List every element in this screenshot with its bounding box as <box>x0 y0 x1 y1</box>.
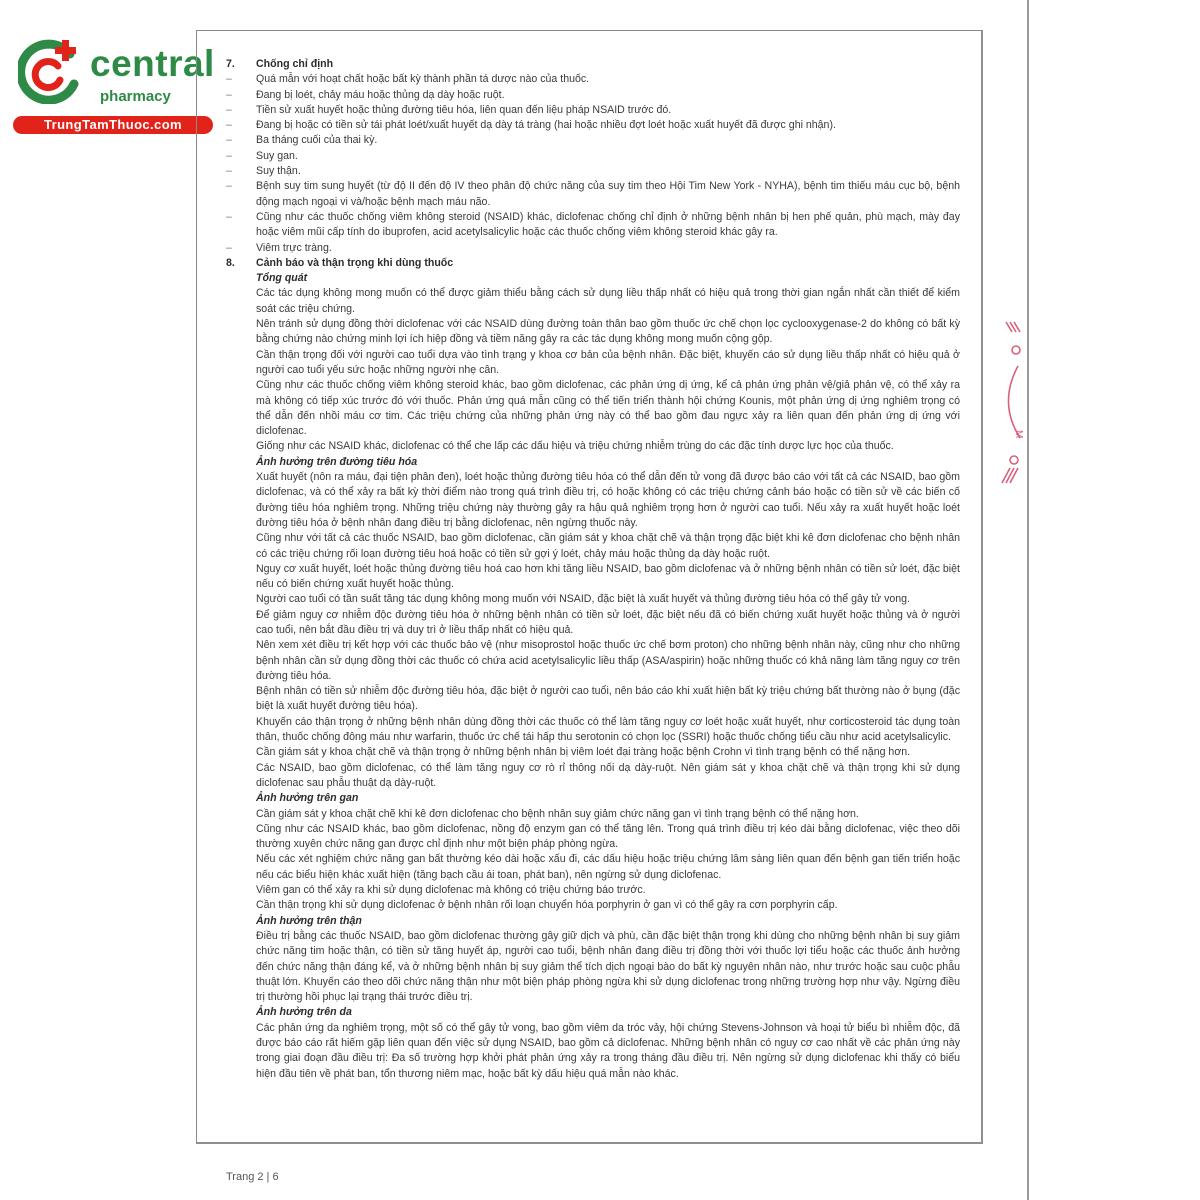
paragraph: Cần giám sát y khoa chặt chẽ và thận trọng ở những bệnh nhân bị viêm loét đại tràng hoặc bệnh Crohn vì tình trạng bệnh có thể nặng hơn. <box>256 746 911 759</box>
dash-bullet: – <box>226 119 232 132</box>
contraindication-list <box>226 72 960 256</box>
contraindication-item <box>226 149 960 164</box>
item-text: Suy thận. <box>256 165 301 178</box>
paragraph: Các NSAID, bao gồm diclofenac, có thể làm tăng nguy cơ rò rỉ thông nối dạ dày-ruột. Nên giám sát y khoa chặt chẽ và thận trọng khi sử dụng diclofenac sau phẫu thuật dạ dày-ruột. <box>256 761 960 789</box>
paragraph: Cần thận trọng khi sử dụng diclofenac ở bệnh nhân rối loạn chuyển hóa porphyrin ở gan vì có thể gây ra cơn porphyrin cấp. <box>256 899 838 912</box>
paragraph: Nên xem xét điều trị kết hợp với các thuốc bảo vệ (như misoprostol hoặc thuốc ức chế bơm proton) cho những bệnh nhân này, cũng như cho những bệnh nhân cần sử dụng đồng thời các thuốc có chứa acid acetylsalicylic liều thấp (ASA/aspirin) hoặc những thuốc có khả năng làm tăng nguy cơ trên đường tiêu hóa. <box>256 639 960 682</box>
paragraph: Nên tránh sử dụng đồng thời diclofenac với các NSAID dùng đường toàn thân bao gồm thuốc ức chế chọn lọc cyclooxygenase-2 do không có bất kỳ bằng chứng nào chứng minh lợi ích hiệp đồng và tiềm năng gây ra các tác dụng không mong muốn cộng gộp. <box>256 318 960 346</box>
subsection-heading: Tổng quát <box>256 272 308 285</box>
subsection-heading: Ảnh hưởng trên đường tiêu hóa <box>256 455 418 468</box>
contraindication-item <box>226 241 960 256</box>
contraindication-item <box>226 210 960 241</box>
item-text: Đang bị loét, chảy máu hoặc thủng dạ dày hoặc ruột. <box>256 88 505 101</box>
item-text: Tiền sử xuất huyết hoặc thủng đường tiêu hóa, liên quan đến liệu pháp NSAID trước đó. <box>256 103 672 116</box>
subsection-heading: Ảnh hưởng trên gan <box>256 792 359 805</box>
paragraph: Khuyến cáo thận trọng ở những bệnh nhân dùng đồng thời các thuốc có thể làm tăng nguy cơ loét hoặc xuất huyết, như corticosteroid tác dụng toàn thân, thuốc chống đông máu như warfarin, thuốc ức chế tái hấp thu serotonin có chọn lọc (SSRI) hoặc thuốc chống tiểu cầu như acid acetylsalicylic. <box>256 715 960 744</box>
subsection-heading: Ảnh hưởng trên da <box>256 1006 352 1019</box>
section-7-heading <box>226 57 960 72</box>
paragraph: Bệnh nhân có tiền sử nhiễm độc đường tiêu hóa, đặc biệt ở người cao tuổi, nên báo cáo khi xuất hiện bất kỳ triệu chứng bất thường nào ở bụng (đặc biệt là xuất huyết đường tiêu hóa). <box>256 685 960 713</box>
paragraph: Nếu các xét nghiệm chức năng gan bất thường kéo dài hoặc xấu đi, các dấu hiệu hoặc triệu chứng lâm sàng liên quan đến bệnh gan tiến triển hoặc nếu các biểu hiện khác xuất hiện (tăng bạch cầu ái toan, phát ban), nên ngừng sử dụng diclofenac. <box>256 853 960 881</box>
brand-subtitle: pharmacy <box>100 88 171 105</box>
section-number: 8. <box>226 256 235 269</box>
section-title: Cảnh báo và thận trọng khi dùng thuốc <box>256 256 454 269</box>
dash-bullet: – <box>226 134 232 147</box>
paragraph: Xuất huyết (nôn ra máu, đại tiện phân đen), loét hoặc thủng đường tiêu hóa có thể dẫn đến tử vong đã được báo cáo với tất cả các NSAID, bao gồm diclofenac, và có thể xảy ra bất kỳ thời điểm nào trong quá trình điều trị, có hoặc không có các triệu chứng cảnh báo hoặc có tiền sử về các biến cố đường tiêu hóa nghiêm trọng. Những triệu chứng này thường gây ra hậu quả nghiêm trọng hơn ở người cao tuổi. Nếu xảy ra xuất huyết hoặc loét đường tiêu hóa ở bệnh nhân đang điều trị bằng diclofenac, nên ngừng thuốc này. <box>256 471 960 529</box>
paragraph: Cần thận trọng đối với người cao tuổi dựa vào tình trạng y khoa cơ bản của bệnh nhân. Đặc biệt, khuyến cáo sử dụng liều thấp nhất có hiệu quả ở người cao tuổi yếu sức hoặc những người nhẹ cân. <box>256 348 960 376</box>
paragraph: Nguy cơ xuất huyết, loét hoặc thủng đường tiêu hoá cao hơn khi tăng liều NSAID, bao gồm diclofenac và ở những bệnh nhân có tiền sử loét, đặc biệt nếu có biến chứng xuất huyết hoặc thủng. <box>256 562 960 591</box>
paragraph: Để giảm nguy cơ nhiễm độc đường tiêu hóa ở những bệnh nhân có tiền sử loét, đặc biệt nếu đã có biến chứng xuất huyết hoặc thủng và ở người cao tuổi, nên bắt đầu điều trị và duy trì ở liều thấp nhất có hiệu quả. <box>256 608 960 636</box>
paragraph: Cũng như với tất cả các thuốc NSAID, bao gồm diclofenac, cần giám sát y khoa chặt chẽ và thận trọng đặc biệt khi kê đơn diclofenac cho bệnh nhân có các triệu chứng rối loạn đường tiêu hoá hoặc có tiền sử gợi ý loét, chảy máu hoặc thủng dạ dày hoặc ruột. <box>256 532 960 560</box>
subsection-heading: Ảnh hưởng trên thận <box>256 914 362 927</box>
contraindication-item <box>226 133 960 148</box>
document-body <box>226 57 960 1082</box>
page-number: Trang 2 | 6 <box>226 1171 279 1183</box>
contraindication-item <box>226 72 960 87</box>
item-text: Đang bị hoặc có tiền sử tái phát loét/xuất huyết dạ dày tá tràng (hai hoặc nhiều đợt loét hoặc xuất huyết đã được ghi nhận). <box>256 119 836 132</box>
brand-name: central <box>90 43 215 84</box>
dash-bullet: – <box>226 103 232 116</box>
paragraph: Cũng như các NSAID khác, bao gồm diclofenac, nồng độ enzym gan có thể tăng lên. Trong quá trình điều trị kéo dài bằng diclofenac, việc theo dõi thường xuyên chức năng gan được chỉ định như một biện pháp phòng ngừa. <box>256 822 960 851</box>
section-title: Chống chỉ định <box>256 58 334 70</box>
item-text: Bệnh suy tim sung huyết (từ độ II đến độ IV theo phân độ chức năng của suy tim theo Hội Tim New York - NYHA), bệnh tim thiếu máu cục bộ, bệnh động mạch ngoại vi và/hoặc bệnh mạch máu não. <box>256 180 960 208</box>
contraindication-item <box>226 164 960 179</box>
svg-text:M: M <box>1013 430 1024 439</box>
paragraph: Điều trị bằng các thuốc NSAID, bao gồm diclofenac thường gây giữ dịch và phù, cần đặc biệt thận trọng khi dùng cho những bệnh nhân bị suy giảm chức năng tim hoặc thận, có tiền sử tăng huyết áp, người cao tuổi, bệnh nhân đang điều trị đồng thời với thuốc lợi tiểu hoặc các thuốc ảnh hưởng đến chức năng thận đáng kể, và ở những bệnh nhân bị suy giảm thể tích dịch ngoại bào do bất kỳ nguyên nhân nào, như trước hoặc sau cuộc phẫu thuật lớn. Khuyến cáo theo dõi chức năng thận như một biện pháp phòng ngừa khi sử dụng diclofenac trong những trường hợp như vậy. Ngừng điều trị thường hồi phục lại trạng thái trước điều trị. <box>256 929 960 1004</box>
paragraph: Giống như các NSAID khác, diclofenac có thể che lấp các dấu hiệu và triệu chứng nhiễm trùng do các đặc tính dược lực học của thuốc. <box>256 440 894 453</box>
contraindication-item <box>226 103 960 118</box>
website-banner[interactable]: TrungTamThuoc.com <box>13 116 213 134</box>
page-edge-line <box>1027 0 1029 1200</box>
item-text: Viêm trực tràng. <box>256 241 332 254</box>
contraindication-item <box>226 118 960 133</box>
item-text: Quá mẫn với hoạt chất hoặc bất kỳ thành phần tá dược nào của thuốc. <box>256 73 590 86</box>
section-8-heading <box>226 256 960 271</box>
section-number: 7. <box>226 58 235 70</box>
central-pharmacy-logo <box>10 38 215 138</box>
dash-bullet: – <box>226 210 232 223</box>
paragraph: Các phản ứng da nghiêm trọng, một số có thể gây tử vong, bao gồm viêm da tróc vảy, hội chứng Stevens-Johnson và hoại tử biểu bì nhiễm độc, đã được báo cáo rất hiếm gặp liên quan đến việc sử dụng NSAID, bao gồm cả diclofenac. Những bệnh nhân có nguy cơ cao nhất về các phản ứng này trong giai đoạn đầu điều trị: Đa số trường hợp khởi phát phản ứng xảy ra trong tháng đầu điều trị. Nên ngừng sử dụng diclofenac khi thấy có biểu hiện đầu tiên về phát ban, tổn thương niêm mạc, hoặc bất kỳ dấu hiệu quá mẫn nào khác. <box>256 1021 960 1080</box>
pharmacy-logo-icon <box>18 38 84 104</box>
paragraph: Người cao tuổi có tần suất tăng tác dụng không mong muốn với NSAID, đặc biệt là xuất huyết và thủng đường tiêu hóa có thể gây tử vong. <box>256 593 911 606</box>
item-text: Ba tháng cuối của thai kỳ. <box>256 134 378 147</box>
warnings-subsections <box>226 271 960 1082</box>
dash-bullet: – <box>226 165 232 178</box>
contraindication-item <box>226 88 960 103</box>
paragraph: Các tác dụng không mong muốn có thể được giảm thiểu bằng cách sử dụng liều thấp nhất có hiệu quả trong thời gian ngắn nhất cần thiết để kiểm soát các triệu chứng. <box>256 287 960 315</box>
item-text: Cũng như các thuốc chống viêm không steroid (NSAID) khác, diclofenac chống chỉ định ở những bệnh nhân bị hen phế quản, phù mạch, mày đay hoặc viêm mũi cấp tính do ibuprofen, acid acetylsalicylic hoặc các thuốc chống viêm không steroid khác gây ra. <box>256 210 960 239</box>
paragraph: Cũng như các thuốc chống viêm không steroid khác, bao gồm diclofenac, các phản ứng dị ứng, kể cả phản ứng phản vệ/giả phản vệ, có thể xảy ra mà không có tiếp xúc trước đó với thuốc. Phản ứng quá mẫn cũng có thể tiến triển thành hội chứng Kounis, một phản ứng dị ứng nghiêm trọng có thể dẫn đến nhồi máu cơ tim. Các triệu chứng của những phản ứng này có thể bao gồm đau ngực xảy ra liên quan đến phản ứng dị ứng với diclofenac. <box>256 379 960 438</box>
item-text: Suy gan. <box>256 149 298 162</box>
dash-bullet: – <box>226 149 232 162</box>
contraindication-item <box>226 179 960 210</box>
seal-stamp-icon <box>988 318 1038 488</box>
dash-bullet: – <box>226 241 232 254</box>
dash-bullet: – <box>226 88 232 101</box>
paragraph: Cần giám sát y khoa chặt chẽ khi kê đơn diclofenac cho bệnh nhân suy giảm chức năng gan vì tình trạng bệnh có thể nặng hơn. <box>256 807 859 820</box>
dash-bullet: – <box>226 73 232 86</box>
dash-bullet: – <box>226 180 232 193</box>
paragraph: Viêm gan có thể xảy ra khi sử dụng diclofenac mà không có triệu chứng báo trước. <box>256 884 646 897</box>
